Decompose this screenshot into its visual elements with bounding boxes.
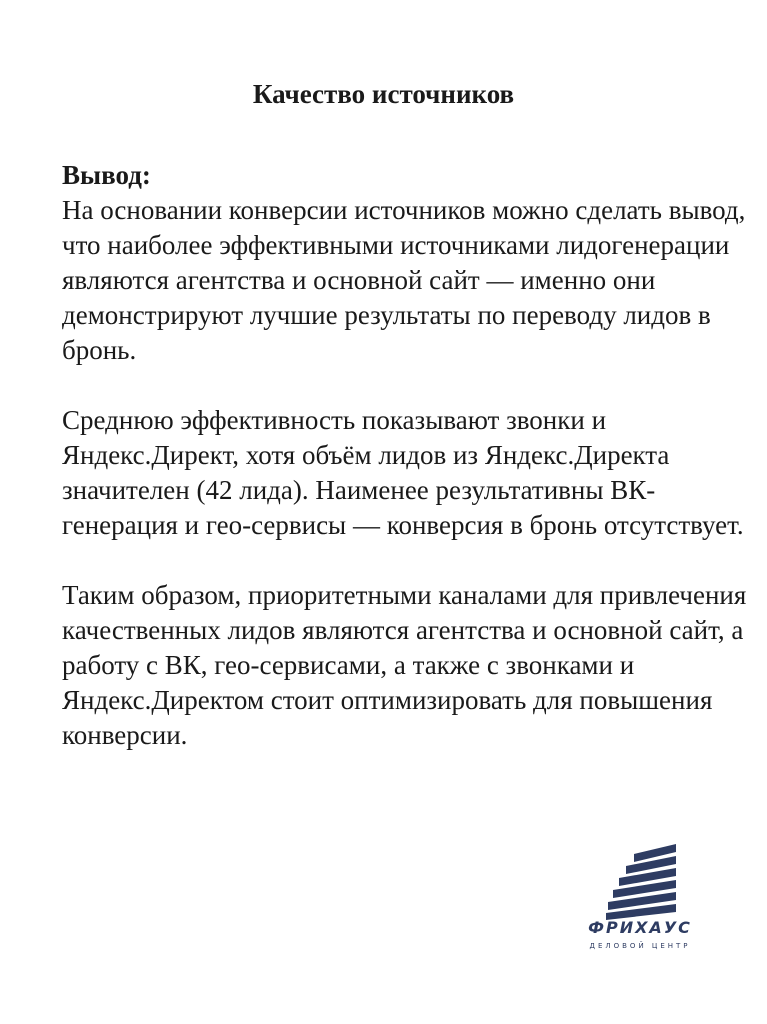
logo-name: ФРИХАУС	[588, 918, 692, 937]
building-stripes-icon	[606, 840, 676, 920]
company-logo	[560, 840, 720, 960]
conclusion-paragraph-2: Среднюю эффективность показывают звонки и Яндекс.Директ, хотя объём лидов из Яндекс.Директа значителен (42 лида). Наименее результативны ВК-генерация и гео-сервисы — конверсия в бронь отсутствует.	[62, 405, 744, 540]
page-title: Качество источников	[252, 79, 515, 109]
conclusion-section	[62, 158, 752, 753]
conclusion-label: Вывод:	[62, 160, 151, 190]
conclusion-paragraph-1: На основании конверсии источников можно сделать вывод, что наиболее эффективными источниками лидогенерации являются агентства и основной сайт — именно они демонстрируют лучшие результаты по переводу лидов в бронь.	[62, 195, 746, 365]
conclusion-paragraph-3: Таким образом, приоритетными каналами для привлечения качественных лидов являются агентства и основной сайт, а работу с ВК, гео-сервисами, а также с звонками и Яндекс.Директом стоит оптимизировать для повышения конверсии.	[62, 580, 747, 750]
logo-subtitle: ДЕЛОВОЙ ЦЕНТР	[589, 942, 691, 950]
